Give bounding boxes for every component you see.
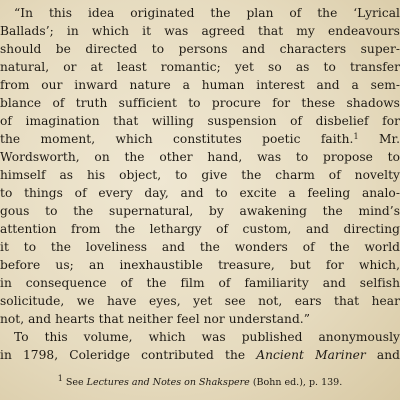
text-line: to things of every day, and to excite a feeling analo- (0, 186, 400, 200)
text-line: before us; an inexhaustible treasure, but for which, (0, 258, 400, 272)
text-line: not, and hearts that neither feel nor understand.” (0, 312, 311, 326)
text-line: it to the loveliness and the wonders of the world (0, 240, 400, 254)
text-line: blance of truth sufficient to procure for these shadows (0, 96, 400, 110)
book-title-ancient-mariner: Ancient Mariner (256, 348, 366, 362)
footnote: $^1$ See Lectures and Notes on Shakspere (Bohn ed.), p. 139. (57, 374, 343, 388)
text-line: should be directed to persons and characters super- (0, 42, 400, 56)
text-line: gous to the supernatural, by awakening the mind’s (0, 204, 400, 218)
text-line: “In this idea originated the plan of the ‘Lyrical (14, 6, 400, 20)
text-line: in 1798, Coleridge contributed the Ancient Mariner and (0, 348, 400, 362)
text-line: To this volume, which was published anonymously (14, 330, 400, 344)
text-line: attention from the lethargy of custom, and directing (0, 222, 400, 236)
text-line: the moment, which constitutes poetic faith.$^1$ Mr. (0, 132, 400, 146)
footnote-title: Lectures and Notes on Shakspere (86, 377, 250, 388)
text-line: from our inward nature a human interest and a sem- (0, 78, 400, 92)
text-line: in consequence of the film of familiarity and selfish (0, 276, 400, 290)
text-line: natural, or at least romantic; yet so as to transfer (0, 60, 400, 74)
text-line: of imagination that willing suspension of disbelief for (0, 114, 400, 128)
text-line: solicitude, we have eyes, yet see not, ears that hear (0, 294, 400, 308)
text-line: himself as his object, to give the charm of novelty (0, 168, 400, 182)
footnote-marker: 1 (353, 132, 359, 141)
text-line: Ballads’; in which it was agreed that my endeavours (0, 24, 400, 38)
text-line: Wordsworth, on the other hand, was to propose to (0, 150, 400, 164)
